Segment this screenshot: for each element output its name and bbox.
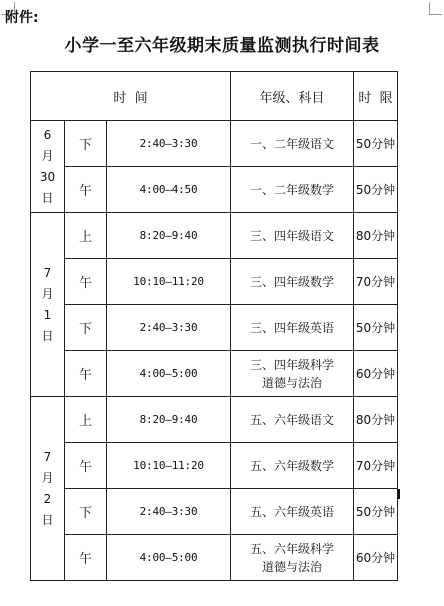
time-cell: 4:00—5:00: [107, 535, 231, 581]
half-day-cell: 下: [65, 121, 107, 167]
attachment-label: 附件:: [5, 10, 39, 26]
subject-cell: 三、四年级语文: [231, 213, 354, 259]
half-day-cell: 下: [65, 489, 107, 535]
duration-cell: 50分钟: [354, 167, 398, 213]
table-row: [31, 213, 398, 259]
table-row: [31, 443, 398, 489]
half-day-cell: 午: [65, 259, 107, 305]
half-day-cell: 上: [65, 397, 107, 443]
subject-cell: 一、二年级数学: [231, 167, 354, 213]
half-day-cell: 上: [65, 213, 107, 259]
duration-cell: 60分钟: [354, 351, 398, 397]
table-row: [31, 351, 398, 397]
half-day-cell: 午: [65, 351, 107, 397]
header-subject: 年级、科目: [231, 72, 354, 121]
time-cell: 8:20—9:40: [107, 397, 231, 443]
half-day-cell: 午: [65, 443, 107, 489]
subject-cell: 一、二年级语文: [231, 121, 354, 167]
day-cell-3: 7 月 2 日: [31, 397, 65, 581]
half-day-cell: 午: [65, 167, 107, 213]
subject-cell: 五、六年级数学: [231, 443, 354, 489]
day-cell-2: 7 月 1 日: [31, 213, 65, 397]
duration-cell: 70分钟: [354, 443, 398, 489]
day-cell-1: 6 月 30 日: [31, 121, 65, 213]
time-cell: 2:40—3:30: [107, 305, 231, 351]
subject-cell: 五、六年级科学 道德与法治: [231, 535, 354, 581]
subject-cell: 五、六年级英语: [231, 489, 354, 535]
time-cell: 4:00—4:50: [107, 167, 231, 213]
table-row: [31, 535, 398, 581]
document-title: 小学一至六年级期末质量监测执行时间表: [64, 36, 380, 56]
time-cell: 8:20—9:40: [107, 213, 231, 259]
duration-cell: 80分钟: [354, 213, 398, 259]
crop-mark-top-right: [429, 2, 442, 15]
subject-cell: 三、四年级科学 道德与法治: [231, 351, 354, 397]
table-header-row: [31, 72, 398, 121]
time-cell: 4:00—5:00: [107, 351, 231, 397]
header-time: 时 间: [31, 72, 231, 121]
half-day-cell: 下: [65, 305, 107, 351]
duration-cell: 50分钟: [354, 121, 398, 167]
text-cursor-mark: [398, 489, 400, 499]
time-cell: 2:40—3:30: [107, 121, 231, 167]
header-duration: 时 限: [354, 72, 398, 121]
table-row: [31, 167, 398, 213]
schedule-table: [30, 71, 398, 581]
duration-cell: 70分钟: [354, 259, 398, 305]
duration-cell: 50分钟: [354, 489, 398, 535]
time-cell: 10:10—11:20: [107, 259, 231, 305]
duration-cell: 50分钟: [354, 305, 398, 351]
table-row: [31, 121, 398, 167]
time-cell: 10:10—11:20: [107, 443, 231, 489]
subject-cell: 三、四年级数学: [231, 259, 354, 305]
duration-cell: 80分钟: [354, 397, 398, 443]
table-row: [31, 397, 398, 443]
duration-cell: 60分钟: [354, 535, 398, 581]
table-row: [31, 489, 398, 535]
table-row: [31, 259, 398, 305]
half-day-cell: 午: [65, 535, 107, 581]
table-row: [31, 305, 398, 351]
subject-cell: 三、四年级英语: [231, 305, 354, 351]
subject-cell: 五、六年级语文: [231, 397, 354, 443]
time-cell: 2:40—3:30: [107, 489, 231, 535]
